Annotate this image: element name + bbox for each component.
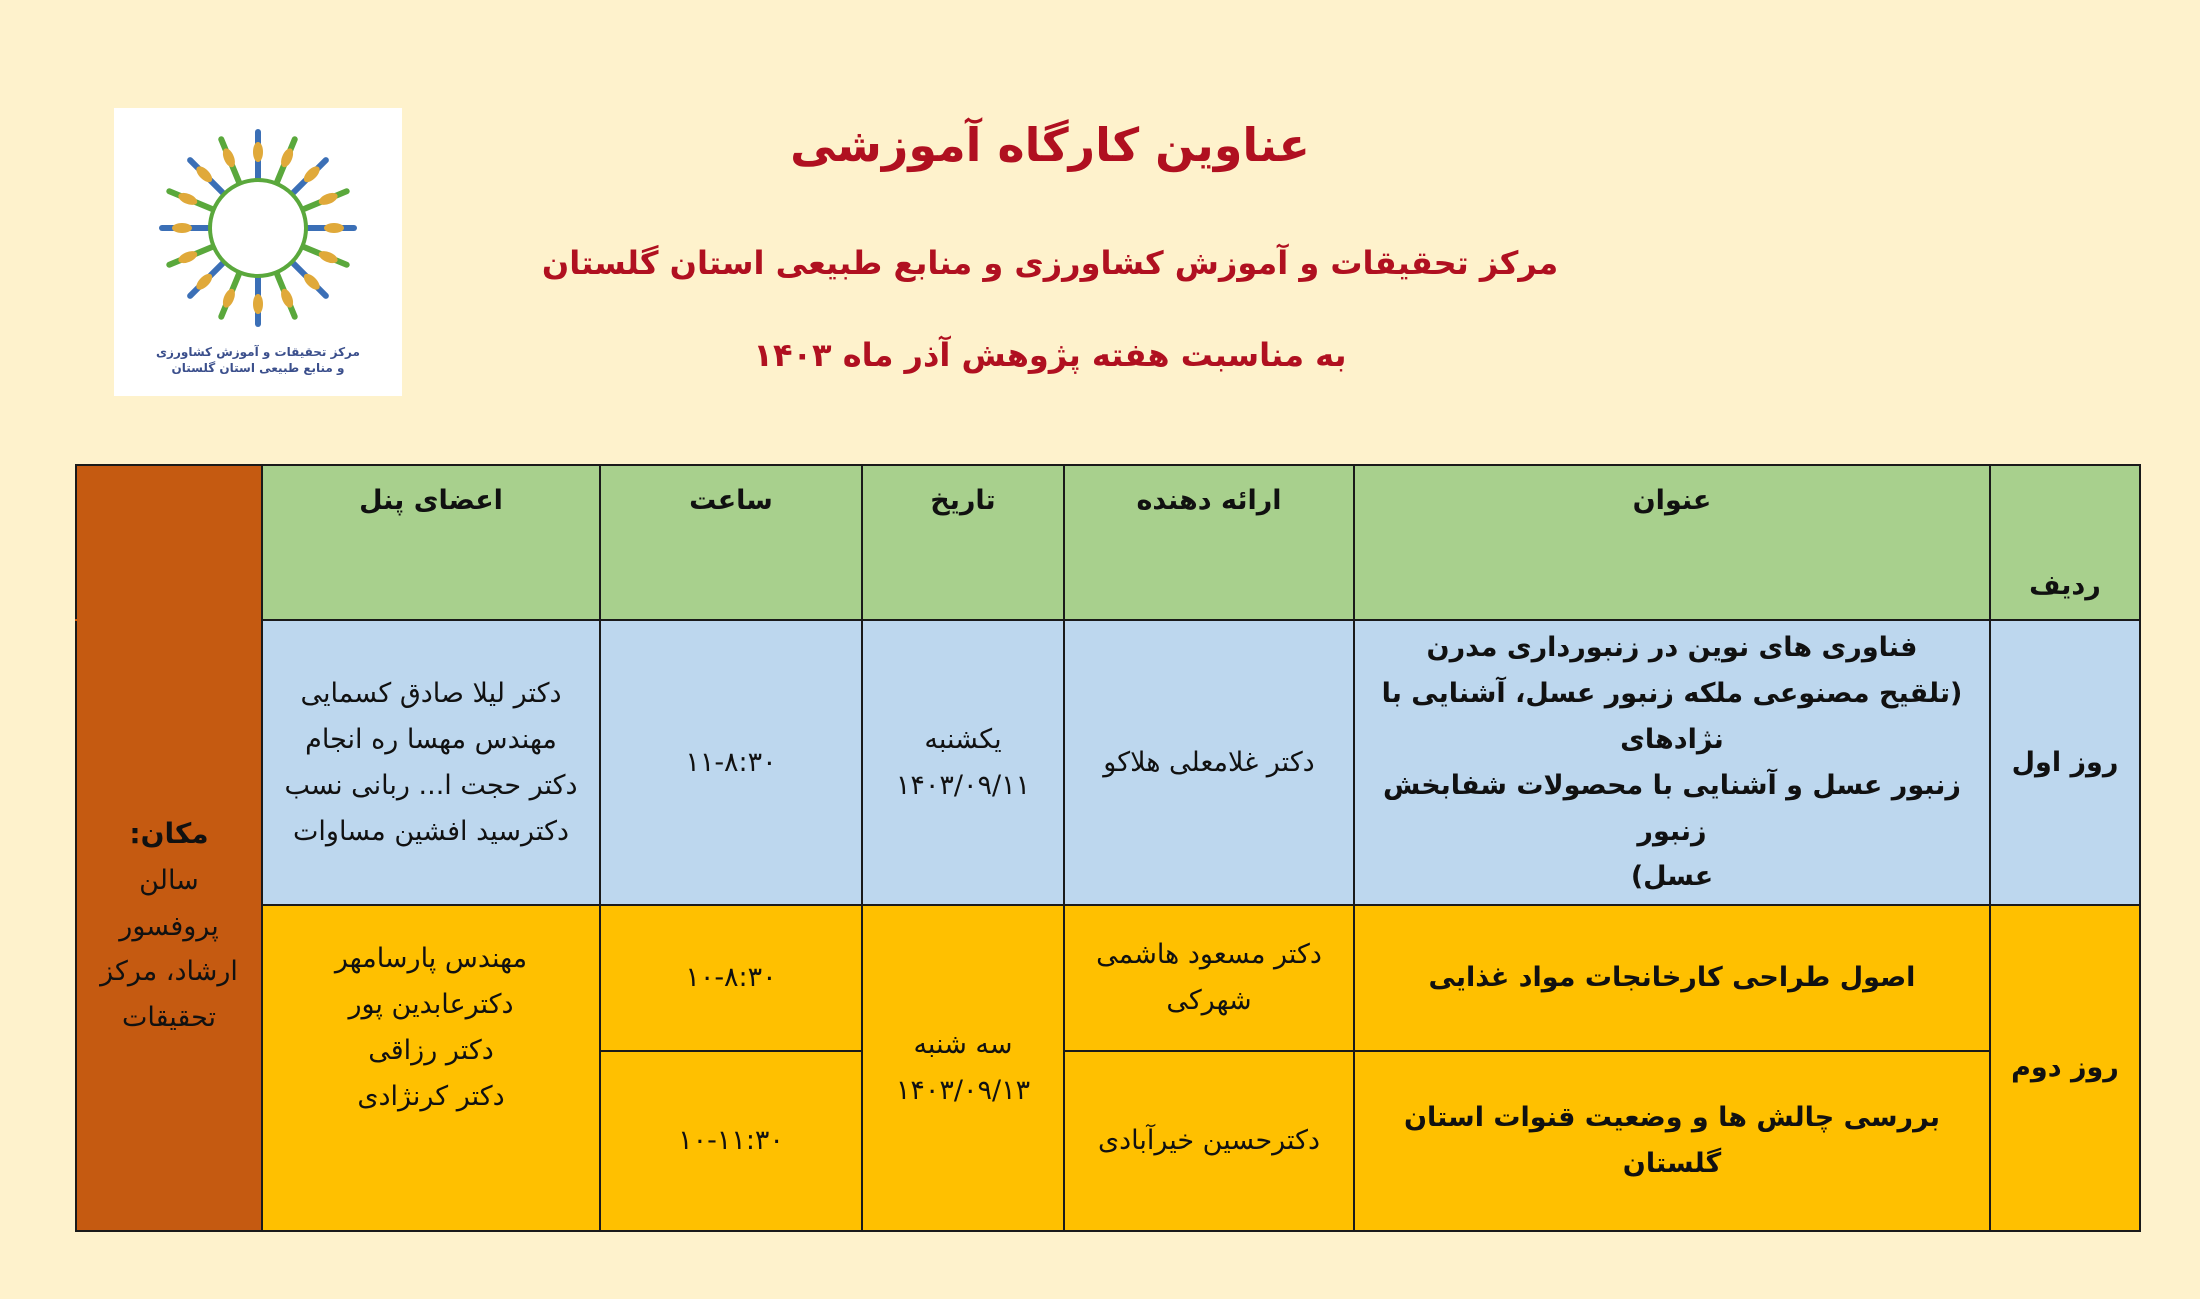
panel-member: دکتر حجت ا... ربانی نسب — [284, 769, 578, 801]
schedule-table — [75, 464, 2141, 1232]
header-presenter: ارائه دهنده — [1064, 465, 1354, 620]
presenter-line: دکترحسین خیرآبادی — [1097, 1125, 1321, 1157]
day2-panel — [262, 905, 600, 1231]
day1-panel — [262, 620, 600, 905]
page-title: عناوین کارگاه آموزشی — [790, 118, 1310, 172]
day2-session2-presenter — [1064, 1051, 1354, 1231]
day2-session1-time-value: ۱۰-۸:۳۰ — [685, 962, 777, 994]
panel-member: دکتر رزاقی — [368, 1035, 494, 1067]
day2-session1-time — [600, 905, 862, 1051]
header-title: عنوان — [1354, 465, 1990, 620]
day2-session2-time — [600, 1051, 862, 1231]
presenter-line: شهرکی — [1166, 985, 1252, 1017]
header-row — [76, 465, 2140, 620]
organization-subtitle: مرکز تحقیقات و آموزش کشاورزی و منابع طبیعی استان گلستان — [541, 244, 1559, 282]
logo — [114, 108, 402, 396]
logo-caption — [114, 344, 402, 376]
day1-title-line: فناوری های نوین در زنبورداری مدرن — [1426, 632, 1918, 663]
day1-title-line: عسل) — [1630, 861, 1714, 893]
day1-date-value: ۱۴۰۳/۰۹/۱۱ — [895, 769, 1031, 801]
header-location-corner — [76, 465, 262, 620]
table-row-day2-session1 — [76, 905, 2140, 1051]
day1-time-value: ۱۱-۸:۳۰ — [685, 746, 777, 778]
location-line: تحقیقات — [121, 1002, 217, 1034]
day2-label: روز دوم — [1990, 905, 2140, 1231]
panel-member: دکترسید افشین مساوات — [293, 815, 569, 847]
location-label: مکان: — [129, 817, 209, 851]
logo-caption-line1: مرکز تحقیقات و آموزش کشاورزی — [156, 345, 360, 359]
location-cell — [76, 620, 262, 1231]
presenter-line: دکتر مسعود هاشمی — [1096, 939, 1322, 971]
day1-label: روز اول — [1990, 620, 2140, 905]
day1-presenter: دکتر غلامعلی هلاکو — [1064, 620, 1354, 905]
location-line: سالن — [139, 864, 199, 896]
day2-session1-presenter — [1064, 905, 1354, 1051]
panel-member: مهندس پارسامهر — [334, 943, 528, 975]
header-row-number: ردیف — [1990, 465, 2140, 620]
day1-title-line: (تلقیح مصنوعی ملکه زنبور عسل، آشنایی با نژادهای — [1381, 677, 1963, 755]
day2-weekday: سه شنبه — [913, 1029, 1013, 1061]
day1-weekday: یکشنبه — [924, 723, 1002, 755]
day2-session1-title: اصول طراحی کارخانجات مواد غذایی — [1354, 905, 1990, 1051]
day2-date — [862, 905, 1064, 1231]
day2-date-value: ۱۴۰۳/۰۹/۱۳ — [895, 1075, 1031, 1107]
header-time: ساعت — [600, 465, 862, 620]
occasion-subtitle: به مناسبت هفته پژوهش آذر ماه ۱۴۰۳ — [753, 336, 1347, 374]
header-date: تاریخ — [862, 465, 1064, 620]
panel-member: دکتر کرنژادی — [357, 1081, 505, 1113]
location-line: پروفسور — [119, 910, 219, 942]
day2-session2-time-value: ۱۰-۱۱:۳۰ — [678, 1125, 784, 1157]
day1-time — [600, 620, 862, 905]
day1-title — [1354, 620, 1990, 905]
panel-member: دکتر لیلا صادق کسمایی — [300, 677, 562, 709]
header-panel: اعضای پنل — [262, 465, 600, 620]
table-row-day1 — [76, 620, 2140, 905]
panel-member: مهندس مهسا ره انجام — [305, 723, 557, 755]
day1-date — [862, 620, 1064, 905]
day1-title-line: زنبور عسل و آشنایی با محصولات شفابخش زنبور — [1383, 769, 1961, 847]
panel-member: دکترعابدین پور — [348, 989, 514, 1021]
day2-session2-title: بررسی چالش ها و وضعیت قنوات استان گلستان — [1354, 1051, 1990, 1231]
logo-caption-line2: و منابع طبیعی استان گلستان — [171, 361, 345, 375]
location-line: ارشاد، مرکز — [100, 956, 238, 988]
